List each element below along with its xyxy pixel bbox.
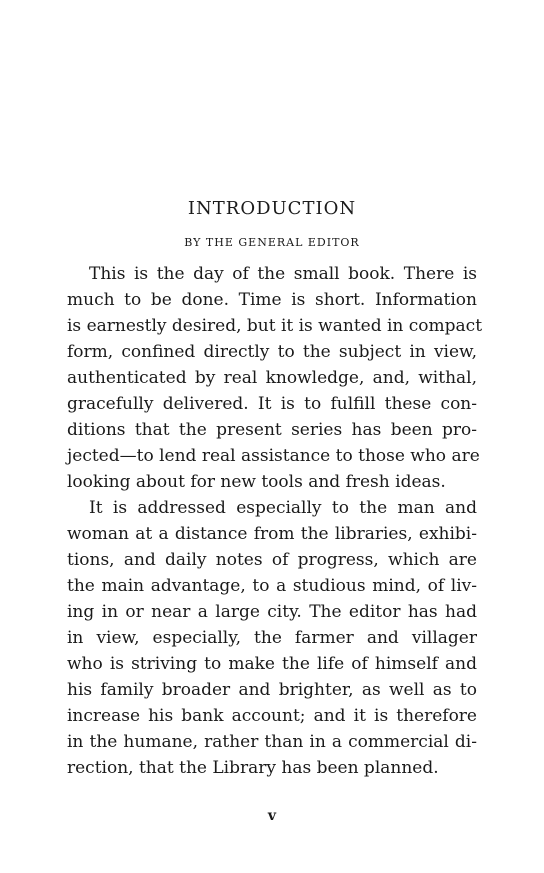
text-line: who is striving to make the life of himself and [67,654,477,674]
page-title: INTRODUCTION [187,198,357,219]
page-subtitle: BY THE GENERAL EDITOR [184,236,360,249]
text-line: ing in or near a large city. The editor has had [67,602,477,622]
text-line: his family broader and brighter, as well as to [67,680,477,700]
text-line: form, confined directly to the subject in view, [67,342,477,362]
text-line: authenticated by real knowledge, and, withal, [67,368,477,388]
text-line: rection, that the Library has been planned. [67,758,439,778]
text-line: looking about for new tools and fresh ideas. [67,472,446,492]
text-line: It is addressed especially to the man and [89,498,477,518]
text-line: gracefully delivered. It is to fulfill these con- [67,394,477,414]
text-line: woman at a distance from the libraries, exhibi- [67,524,477,544]
text-line: much to be done. Time is short. Information [67,290,477,310]
text-line: increase his bank account; and it is therefore [67,706,477,726]
text-line: is earnestly desired, but it is wanted in compact [67,316,483,336]
text-line: tions, and daily notes of progress, which are [67,550,477,570]
text-line: in the humane, rather than in a commercial di- [67,732,477,752]
text-line: ditions that the present series has been pro- [67,420,477,440]
page-number: v [267,808,277,824]
text-line: in view, especially, the farmer and villager [67,628,477,648]
text-line: jected—to lend real assistance to those who are [67,446,480,466]
body-text [67,261,483,781]
text-line: the main advantage, to a studious mind, of liv- [67,576,477,596]
text-line: This is the day of the small book. There is [89,264,477,284]
